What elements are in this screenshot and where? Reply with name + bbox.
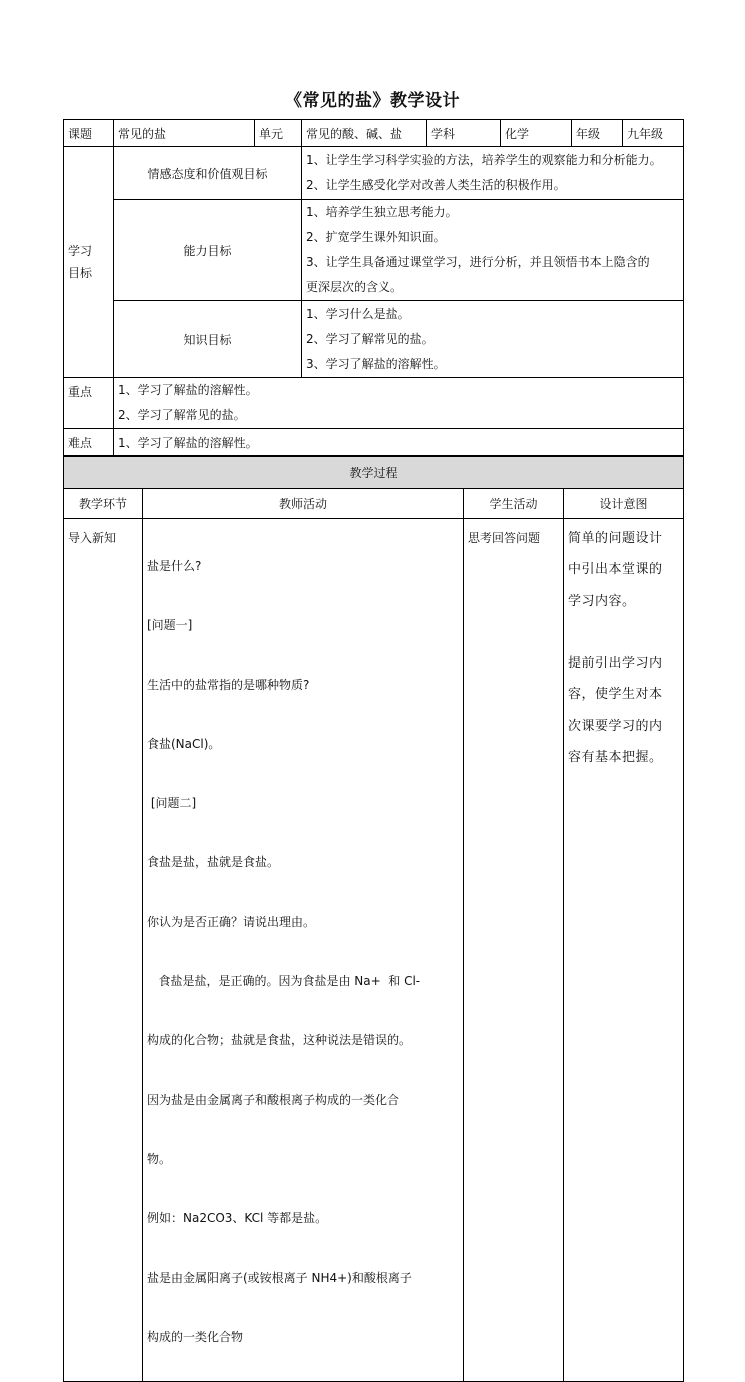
teacher-line: [问题二] <box>147 796 197 811</box>
objective-item: 更深层次的含义。 <box>306 280 403 294</box>
student-activity: 思考回答问题 <box>468 531 541 545</box>
intent-line: 提前引出学习内 <box>568 656 663 672</box>
objective-row-affective <box>64 147 684 200</box>
key-points-label-text: 重点 <box>68 385 93 399</box>
unit-value: 常见的酸、碱、盐 <box>302 120 427 147</box>
teacher-line: 食盐(NaCl)。 <box>147 736 221 751</box>
process-row <box>64 519 684 1382</box>
stage-name: 导入新知 <box>68 531 117 545</box>
difficulty-row <box>64 429 684 456</box>
teacher-line: 生活中的盐常指的是哪种物质? <box>147 677 310 692</box>
objective-items <box>302 200 684 301</box>
design-intent-cell <box>564 519 684 1382</box>
stage-cell <box>64 519 143 1382</box>
process-column-headers <box>64 489 684 519</box>
teacher-line: 构成的化合物；盐就是食盐，这种说法是错误的。 <box>147 1033 412 1048</box>
objective-item: 2、学习了解常见的盐。 <box>306 331 434 346</box>
key-point-item: 1、学习了解盐的溶解性。 <box>118 383 258 397</box>
objective-row-knowledge <box>64 301 684 378</box>
document-title: 《常见的盐》教学设计 <box>285 91 460 111</box>
objective-items <box>302 301 684 378</box>
objective-item: 2、扩宽学生课外知识面。 <box>306 230 446 244</box>
objective-group-name: 情感态度和价值观目标 <box>114 147 302 200</box>
teacher-activity-cell <box>143 519 464 1382</box>
teacher-line: 食盐是盐，盐就是食盐。 <box>147 855 280 870</box>
grade-label: 年级 <box>572 120 623 147</box>
objective-item: 1、让学生学习科学实验的方法，培养学生的观察能力和分析能力。 <box>306 153 662 167</box>
column-header: 教师活动 <box>143 489 464 519</box>
teacher-line: 你认为是否正确？请说出理由。 <box>147 914 316 929</box>
grade-value: 九年级 <box>623 120 684 147</box>
objective-group-name: 知识目标 <box>114 301 302 378</box>
objective-item: 1、培养学生独立思考能力。 <box>306 205 458 219</box>
objective-item: 3、学习了解盐的溶解性。 <box>306 356 446 371</box>
subject-label: 学科 <box>427 120 501 147</box>
key-points-label <box>64 378 114 429</box>
student-activity-cell <box>464 519 564 1382</box>
topic-label: 课题 <box>64 120 114 147</box>
teacher-line: 构成的一类化合物 <box>147 1329 244 1344</box>
header-row <box>64 120 684 147</box>
process-title-row <box>64 457 684 489</box>
objective-item: 2、让学生感受化学对改善人类生活的积极作用。 <box>306 178 566 192</box>
teaching-process-table <box>63 456 684 1382</box>
intent-line: 学习内容。 <box>568 593 636 609</box>
objective-group-name: 能力目标 <box>114 200 302 301</box>
objective-row-ability <box>64 200 684 301</box>
topic-value: 常见的盐 <box>114 120 255 147</box>
intent-line: 容有基本把握。 <box>568 750 663 766</box>
lesson-info-table <box>63 119 684 456</box>
column-header: 设计意图 <box>564 489 684 519</box>
intent-line: 简单的问题设计 <box>568 531 663 546</box>
key-points-row <box>64 378 684 429</box>
objectives-label <box>64 147 114 378</box>
objective-item: 1、学习什么是盐。 <box>306 306 410 321</box>
intent-line: 次课要学习的内 <box>568 718 663 734</box>
teacher-line: 因为盐是由金属离子和酸根离子构成的一类化合 <box>147 1092 400 1107</box>
objective-item: 3、让学生具备通过课堂学习，进行分析，并且领悟书本上隐含的 <box>306 255 650 269</box>
intent-line: 容，使学生对本 <box>568 687 663 703</box>
column-header: 学生活动 <box>464 489 564 519</box>
intent-line: 中引出本堂课的 <box>568 562 663 578</box>
teacher-line: 食盐是盐，是正确的。因为食盐是由 Na+ 和 Cl- <box>147 974 421 989</box>
difficulty-label: 难点 <box>64 429 114 456</box>
objectives-label-line1: 学习 <box>68 244 93 258</box>
key-point-item: 2、学习了解常见的盐。 <box>118 408 246 422</box>
teacher-line: 盐是由金属阳离子(或铵根离子 NH4+)和酸根离子 <box>147 1270 412 1285</box>
difficulty-item: 1、学习了解盐的溶解性。 <box>114 429 684 456</box>
column-header: 教学环节 <box>64 489 143 519</box>
process-title: 教学过程 <box>64 457 684 489</box>
key-points-items <box>114 378 684 429</box>
teacher-line: 例如：Na2CO3、KCl 等都是盐。 <box>147 1211 328 1226</box>
subject-value: 化学 <box>501 120 572 147</box>
objectives-label-line2: 目标 <box>68 266 93 280</box>
objective-items <box>302 147 684 200</box>
teacher-line: 盐是什么? <box>147 559 202 573</box>
intent-line <box>568 617 679 648</box>
unit-label: 单元 <box>255 120 302 147</box>
teacher-line: 物。 <box>147 1151 172 1166</box>
teacher-line: [问题一] <box>147 618 193 633</box>
